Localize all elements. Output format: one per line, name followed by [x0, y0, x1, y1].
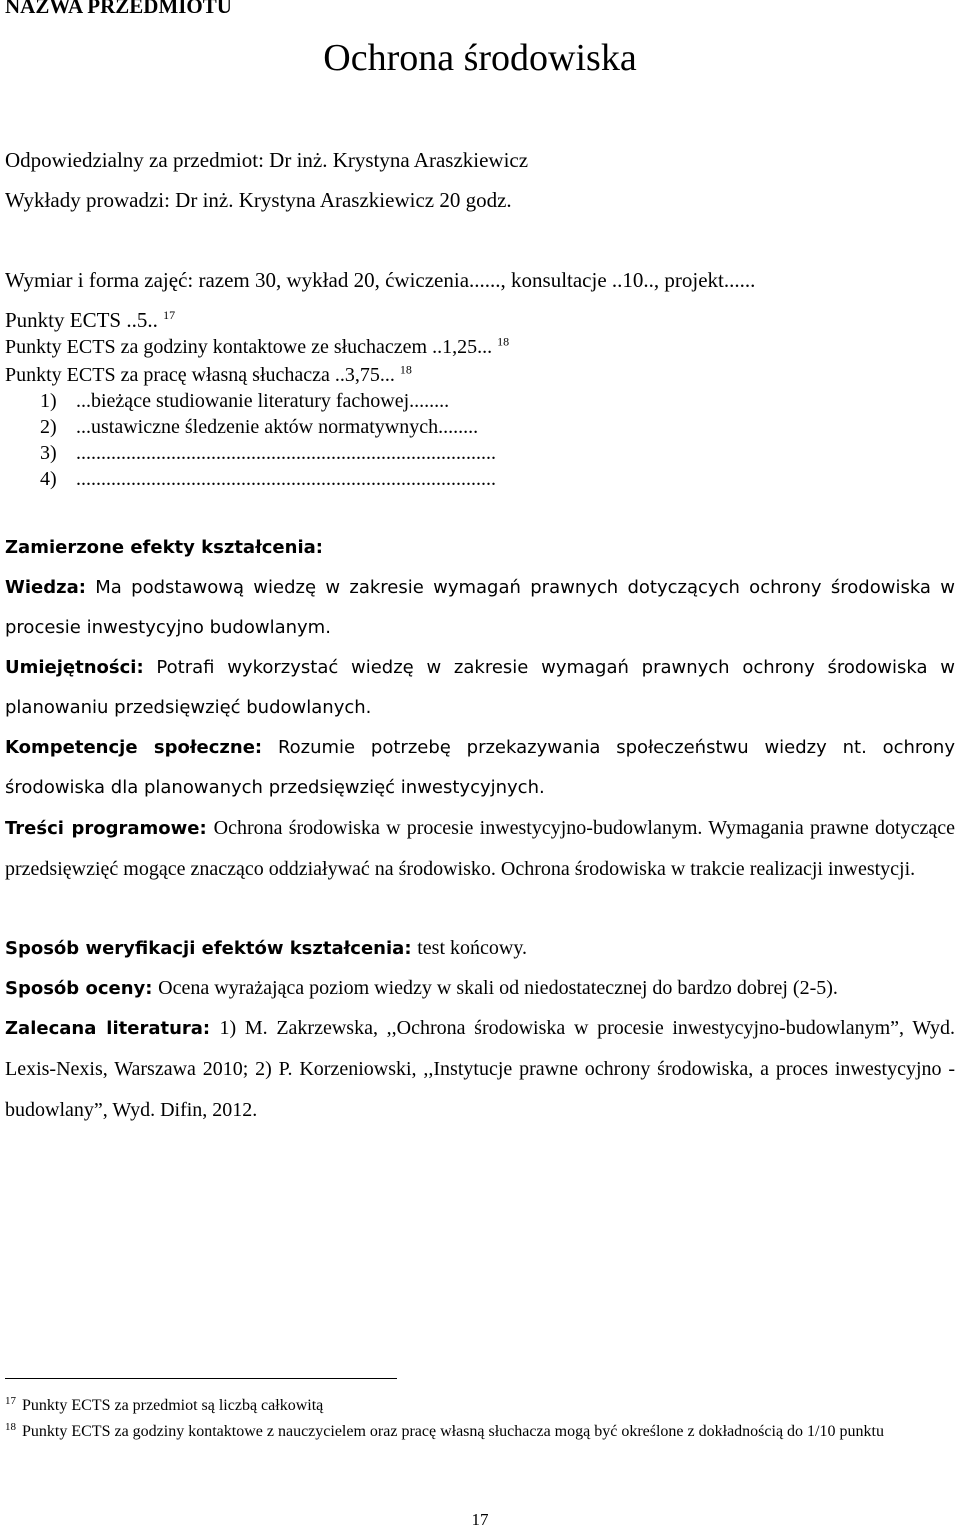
verification-paragraph: [5, 928, 955, 969]
list-item: [40, 390, 449, 413]
literature-label: Zalecana literatura:: [5, 1018, 211, 1039]
list-item-number: 1): [40, 390, 57, 412]
knowledge-text: Ma podstawową wiedzę w zakresie wymagań prawnych dotyczących ochrony środowiska w procesie inwestycyjno budowlanym.: [5, 577, 955, 638]
social-text: Rozumie potrzebę przekazywania społeczeństwu wiedzy nt. ochrony środowiska dla planowanych przedsięwzięć inwestycyjnych.: [5, 737, 955, 798]
footnote-item: [5, 1394, 957, 1418]
title-text: Ochrona środowiska: [323, 37, 637, 79]
literature-text: 1) M. Zakrzewska, ,,Ochrona środowiska w procesie inwestycyjno-budowlanym”, Wyd. Lexis-Nexis, Warszawa 2010; 2) P. Korzeniowski, ,,Instytucje prawne ochrony środowiska, a proces inwestycyjno - budowlany”, Wyd. Difin, 2012.: [5, 1017, 955, 1121]
responsible-line: Odpowiedzialny za przedmiot: Dr inż. Krystyna Araszkiewicz: [5, 148, 529, 172]
list-item: [40, 416, 478, 439]
list-item-number: 3): [40, 442, 57, 464]
footnote-ref-18b: 18: [399, 362, 412, 377]
ects-contact-line: [5, 336, 509, 359]
footnote-item: [5, 1420, 957, 1444]
ects-own-line: [5, 364, 412, 387]
footnote-ref-18: 18: [497, 334, 510, 349]
ects-total-text: Punkty ECTS ..5..: [5, 308, 158, 332]
content-label: Treści programowe:: [5, 818, 207, 839]
content-paragraph: [5, 808, 955, 890]
grading-paragraph: [5, 968, 955, 1009]
footnote-number: 18: [5, 1420, 16, 1433]
grading-text: Ocena wyrażająca poziom wiedzy w skali od niedostatecznej do bardzo dobrej (2-5).: [158, 977, 838, 999]
footnote-text: Punkty ECTS za godziny kontaktowe z nauczycielem oraz pracę własną słuchacza mogą być określone z dokładnością do 1/10 punktu: [22, 1423, 884, 1440]
footnote-ref-17: 17: [163, 308, 176, 322]
footnote-number: 17: [5, 1394, 16, 1407]
content-text: Ochrona środowiska w procesie inwestycyjno-budowlanym. Wymagania prawne dotyczące przedsięwzięć mogące znacząco oddziaływać na środowisko. Ochrona środowiska w trakcie realizacji inwestycji.: [5, 817, 955, 880]
skills-text: Potrafi wykorzystać wiedzę w zakresie wymagań prawnych ochrony środowiska w planowaniu przedsięwzięć budowlanych.: [5, 657, 955, 718]
ects-contact-text: Punkty ECTS za godziny kontaktowe ze słuchaczem ..1,25...: [5, 336, 493, 358]
list-item: [40, 468, 496, 491]
footnote-text: Punkty ECTS za przedmiot są liczbą całkowitą: [22, 1397, 324, 1414]
ects-total-line: [5, 308, 175, 333]
footnote-divider: [5, 1378, 397, 1379]
grading-label: Sposób oceny:: [5, 978, 153, 999]
skills-label: Umiejętności:: [5, 657, 144, 678]
list-item-number: 2): [40, 416, 57, 438]
page-number: 17: [471, 1510, 489, 1529]
literature-paragraph: [5, 1008, 955, 1131]
ects-own-text: Punkty ECTS za pracę własną słuchacza ..3,75...: [5, 364, 395, 386]
knowledge-paragraph: [5, 568, 955, 648]
skills-paragraph: [5, 648, 955, 728]
list-item-text: ...bieżące studiowanie literatury fachowej........: [76, 390, 450, 412]
list-item-text: ....................................................................................: [76, 442, 496, 464]
verification-label: Sposób weryfikacji efektów kształcenia:: [5, 938, 412, 959]
list-item-text: ...ustawiczne śledzenie aktów normatywnych........: [76, 416, 479, 438]
list-item: [40, 442, 496, 465]
knowledge-label: Wiedza:: [5, 577, 86, 598]
list-item-text: ....................................................................................: [76, 468, 496, 490]
form-line: Wymiar i forma zajęć: razem 30, wykład 20, ćwiczenia......, konsultacje ..10.., projekt......: [5, 268, 756, 292]
lectures-line: Wykłady prowadzi: Dr inż. Krystyna Araszkiewicz 20 godz.: [5, 188, 512, 212]
list-item-number: 4): [40, 468, 57, 490]
social-paragraph: [5, 728, 955, 808]
social-label: Kompetencje społeczne:: [5, 737, 263, 758]
page-title: [0, 36, 960, 80]
subject-label: NAZWA PRZEDMIOTU: [5, 0, 232, 18]
outcomes-heading: Zamierzone efekty kształcenia:: [5, 537, 323, 558]
verification-text: test końcowy.: [417, 937, 528, 959]
